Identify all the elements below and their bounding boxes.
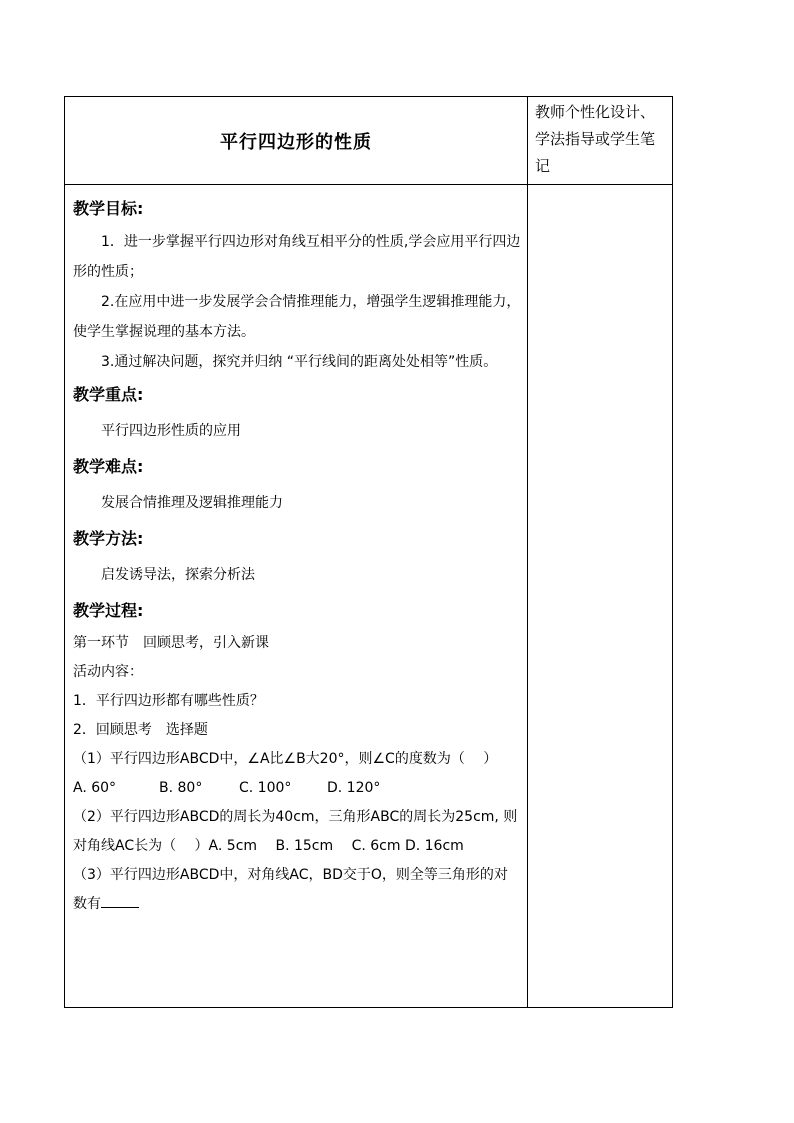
problem-1-options — [73, 774, 521, 803]
lesson-plan-table — [64, 96, 673, 1008]
notes-cell — [528, 185, 673, 1008]
option-a: A. 60° — [73, 780, 117, 796]
page-title: 平行四边形的性质 — [220, 131, 372, 153]
key-points-text: 平行四边形性质的应用 — [101, 423, 241, 439]
answer-blank — [101, 893, 139, 908]
objective-item: 1．进一步掌握平行四边形对角线互相平分的性质,学会应用平行四边形的性质； — [73, 234, 521, 280]
key-points-heading: 教学重点: — [73, 385, 144, 404]
problem-3-stem: （3）平行四边形ABCD中，对角线AC，BD交于O，则全等三角形的对数有 — [73, 867, 508, 912]
objective-item: 3.通过解决问题，探究并归纳 “平行线间的距离处处相等”性质。 — [101, 354, 498, 370]
methods-heading: 教学方法: — [73, 529, 144, 548]
content-cell — [65, 185, 528, 1008]
option-c: C. 100° — [239, 780, 292, 796]
question-2: 2．回顾思考 选择题 — [73, 722, 208, 738]
objective-item: 2.在应用中进一步发展学会合情推理能力，增强学生逻辑推理能力，使学生掌握说理的基本方法。 — [73, 294, 521, 340]
problem-2-stem: （2）平行四边形ABCD的周长为40cm，三角形ABC的周长为25cm, 则对角线AC长为（ ）A. 5cm B. 15cm C. 6cm D. 16cm — [73, 809, 518, 854]
side-header-cell — [528, 97, 673, 185]
problem-1-stem: （1）平行四边形ABCD中，∠A比∠B大20°，则∠C的度数为（ ） — [73, 751, 498, 767]
title-cell — [65, 97, 528, 185]
process-section: 第一环节 回顾思考，引入新课 — [73, 635, 269, 651]
objectives-heading: 教学目标: — [73, 199, 144, 218]
question-1: 1．平行四边形都有哪些性质？ — [73, 693, 264, 709]
difficulties-heading: 教学难点: — [73, 457, 144, 476]
option-b: B. 80° — [159, 780, 203, 796]
methods-text: 启发诱导法，探索分析法 — [101, 567, 255, 583]
lesson-content — [65, 185, 527, 919]
problem-3 — [73, 861, 521, 919]
process-heading: 教学过程: — [73, 601, 144, 620]
side-column-header: 教师个性化设计、学法指导或学生笔记 — [535, 103, 656, 175]
difficulties-text: 发展合情推理及逻辑推理能力 — [101, 495, 283, 511]
process-activity: 活动内容： — [73, 664, 143, 680]
option-d: D. 120° — [327, 780, 381, 796]
